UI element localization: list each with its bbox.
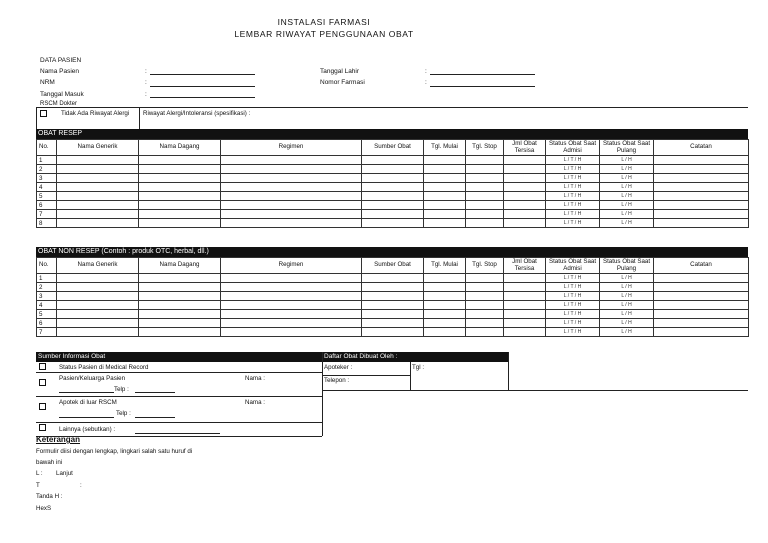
resep-cell[interactable] <box>362 165 424 174</box>
status-pulang-cell[interactable]: L / H <box>600 283 654 292</box>
resep-cell[interactable] <box>424 174 466 183</box>
resep-cell[interactable] <box>654 210 749 219</box>
allergy-divider <box>139 107 140 129</box>
table-row <box>37 201 749 210</box>
col-status-pulang: Status Obat Saat Pulang <box>600 258 654 274</box>
resep-cell[interactable] <box>504 156 546 165</box>
apotek-underline[interactable] <box>59 417 114 418</box>
tgl-masuk-label: Tanggal Masuk <box>40 91 84 98</box>
resep-cell[interactable] <box>504 201 546 210</box>
colon: : <box>425 79 427 86</box>
apotek-telp-field[interactable] <box>135 417 175 418</box>
table-row <box>37 210 749 219</box>
keluarga-telp-field[interactable] <box>135 392 175 393</box>
resep-cell[interactable] <box>221 192 362 201</box>
resep-cell[interactable] <box>221 210 362 219</box>
keterangan-line2: bawah ini <box>36 459 63 466</box>
non-resep-cell[interactable] <box>362 274 424 283</box>
resep-cell[interactable] <box>504 165 546 174</box>
row-number: 3 <box>37 174 57 183</box>
non-resep-cell[interactable] <box>466 328 504 337</box>
status-pulang-cell[interactable]: L / H <box>600 165 654 174</box>
col-nama-dagang: Nama Dagang <box>139 140 221 156</box>
legend-l-val: Lanjut <box>56 470 73 477</box>
colon: : <box>425 68 427 75</box>
resep-cell[interactable] <box>424 183 466 192</box>
resep-cell[interactable] <box>466 174 504 183</box>
non-resep-cell[interactable] <box>362 319 424 328</box>
table-row <box>37 283 749 292</box>
tgl-lahir-field[interactable] <box>430 74 535 75</box>
sources-divider <box>322 352 323 436</box>
table-row <box>37 174 749 183</box>
status-pulang-cell[interactable]: L / H <box>600 183 654 192</box>
allergy-top-border <box>36 107 748 108</box>
resep-cell[interactable] <box>424 156 466 165</box>
col-regimen: Regimen <box>221 140 362 156</box>
non-resep-cell[interactable] <box>362 301 424 310</box>
status-label: Status Pasien di Medical Record <box>59 364 149 371</box>
resep-cell[interactable] <box>221 174 362 183</box>
resep-cell[interactable] <box>466 183 504 192</box>
resep-cell[interactable] <box>424 219 466 228</box>
keluarga-telp-label: Telp : <box>114 386 129 393</box>
non-resep-cell[interactable] <box>57 319 139 328</box>
table-row <box>37 301 749 310</box>
nama-label: Nama Pasien <box>40 68 80 75</box>
col-sumber-obat: Sumber Obat <box>362 258 424 274</box>
tgl-lahir-label: Tanggal Lahir <box>320 68 360 75</box>
resep-cell[interactable] <box>466 219 504 228</box>
resep-cell[interactable] <box>57 156 139 165</box>
apoteker-label: Apoteker : <box>324 364 353 371</box>
resep-cell[interactable] <box>57 201 139 210</box>
telepon-label: Telepon : <box>324 377 350 384</box>
status-pulang-cell[interactable]: L / H <box>600 156 654 165</box>
non-resep-cell[interactable] <box>57 292 139 301</box>
non-resep-cell[interactable] <box>466 301 504 310</box>
resep-cell[interactable] <box>362 183 424 192</box>
resep-cell[interactable] <box>139 174 221 183</box>
resep-cell[interactable] <box>504 183 546 192</box>
row-number: 2 <box>37 165 57 174</box>
resep-cell[interactable] <box>654 192 749 201</box>
non-resep-cell[interactable] <box>57 283 139 292</box>
resep-cell[interactable] <box>362 192 424 201</box>
resep-cell[interactable] <box>654 165 749 174</box>
status-admisi-cell[interactable]: L / T / H <box>546 174 600 183</box>
lainnya-checkbox[interactable] <box>39 424 46 431</box>
col-nama-dagang: Nama Dagang <box>139 258 221 274</box>
obat-non-resep-bar: OBAT NON RESEP (Contoh : produk OTC, herbal, dll.) <box>36 247 748 257</box>
col-nama-generik: Nama Generik <box>57 140 139 156</box>
resep-cell[interactable] <box>57 165 139 174</box>
non-resep-cell[interactable] <box>424 301 466 310</box>
non-resep-cell[interactable] <box>424 292 466 301</box>
title-instalasi: INSTALASI FARMASI <box>277 17 371 27</box>
verifier-divider <box>410 362 411 390</box>
row-number: 1 <box>37 274 57 283</box>
apotek-nama-label: Nama : <box>245 399 265 406</box>
legend-t-key: T <box>36 482 40 489</box>
row-number: 4 <box>37 301 57 310</box>
col-status-admisi: Status Obat Saat Admisi <box>546 140 600 156</box>
tgl-masuk-field[interactable] <box>150 97 255 98</box>
keterangan-line1: Formulir diisi dengan lengkap, lingkari salah satu huruf di <box>36 448 193 455</box>
col-status-admisi: Status Obat Saat Admisi <box>546 258 600 274</box>
verifier-line <box>322 375 410 376</box>
non-resep-cell[interactable] <box>504 310 546 319</box>
non-resep-cell[interactable] <box>139 274 221 283</box>
col-tgl-stop: Tgl. Stop <box>466 258 504 274</box>
col-nama-generik: Nama Generik <box>57 258 139 274</box>
non-resep-cell[interactable] <box>57 328 139 337</box>
resep-cell[interactable] <box>139 219 221 228</box>
resep-cell[interactable] <box>221 183 362 192</box>
resep-cell[interactable] <box>139 183 221 192</box>
col-sumber-obat: Sumber Obat <box>362 140 424 156</box>
status-admisi-cell[interactable]: L / T / H <box>546 165 600 174</box>
resep-cell[interactable] <box>221 219 362 228</box>
non-resep-cell[interactable] <box>466 310 504 319</box>
non-resep-cell[interactable] <box>654 292 749 301</box>
resep-cell[interactable] <box>654 183 749 192</box>
resep-cell[interactable] <box>504 192 546 201</box>
col-tgl-stop: Tgl. Stop <box>466 140 504 156</box>
obat-non-resep-table <box>36 257 749 337</box>
table-row <box>37 328 749 337</box>
resep-cell[interactable] <box>221 156 362 165</box>
obat-resep-bar: OBAT RESEP <box>36 129 748 139</box>
non-resep-cell[interactable] <box>221 301 362 310</box>
keluarga-underline[interactable] <box>59 392 114 393</box>
non-resep-cell[interactable] <box>221 283 362 292</box>
status-pulang-cell[interactable]: L / H <box>600 219 654 228</box>
status-admisi-cell[interactable]: L / T / H <box>546 283 600 292</box>
resep-cell[interactable] <box>424 165 466 174</box>
legend-t-val: : <box>80 482 82 489</box>
dibuat-oleh-bar: Daftar Obat Dibuat Oleh : <box>322 352 508 362</box>
row-number: 1 <box>37 156 57 165</box>
row-number: 7 <box>37 328 57 337</box>
resep-cell[interactable] <box>424 210 466 219</box>
resep-cell[interactable] <box>466 156 504 165</box>
apotek-telp-label: Telp : <box>116 410 131 417</box>
col-catatan: Catatan <box>654 140 749 156</box>
resep-cell[interactable] <box>139 156 221 165</box>
keterangan-title: Keterangan <box>36 435 81 444</box>
tgl-divider <box>508 352 509 390</box>
status-admisi-cell[interactable]: L / T / H <box>546 210 600 219</box>
table-row <box>37 192 749 201</box>
allergy-left-border <box>36 107 37 129</box>
resep-cell[interactable] <box>57 210 139 219</box>
row-number: 2 <box>37 283 57 292</box>
non-resep-cell[interactable] <box>221 274 362 283</box>
row-number: 3 <box>37 292 57 301</box>
status-admisi-cell[interactable]: L / T / H <box>546 156 600 165</box>
status-admisi-cell[interactable]: L / T / H <box>546 292 600 301</box>
col-no: No. <box>37 258 57 274</box>
non-resep-cell[interactable] <box>362 283 424 292</box>
colon: : <box>145 91 147 98</box>
resep-cell[interactable] <box>57 219 139 228</box>
resep-cell[interactable] <box>362 156 424 165</box>
col-tgl-mulai: Tgl. Mulai <box>424 140 466 156</box>
resep-cell[interactable] <box>466 165 504 174</box>
resep-cell[interactable] <box>424 201 466 210</box>
resep-cell[interactable] <box>466 192 504 201</box>
non-resep-cell[interactable] <box>424 319 466 328</box>
header-row <box>37 258 749 274</box>
col-jml-obat: Jml Obat Tersisa <box>504 140 546 156</box>
apotek-checkbox[interactable] <box>39 403 46 410</box>
non-resep-cell[interactable] <box>57 274 139 283</box>
resep-cell[interactable] <box>654 174 749 183</box>
colon: : <box>145 68 147 75</box>
row-number: 8 <box>37 219 57 228</box>
status-admisi-cell[interactable]: L / T / H <box>546 328 600 337</box>
non-resep-cell[interactable] <box>504 292 546 301</box>
row-number: 7 <box>37 210 57 219</box>
row-number: 5 <box>37 310 57 319</box>
non-resep-cell[interactable] <box>362 292 424 301</box>
colon: : <box>145 79 147 86</box>
lainnya-label: Lainnya (sebutkan) : <box>59 426 116 433</box>
non-resep-cell[interactable] <box>654 301 749 310</box>
status-admisi-cell[interactable]: L / T / H <box>546 301 600 310</box>
table-row <box>37 219 749 228</box>
non-resep-cell[interactable] <box>424 283 466 292</box>
non-resep-cell[interactable] <box>424 310 466 319</box>
status-pulang-cell[interactable]: L / H <box>600 301 654 310</box>
status-pulang-cell[interactable]: L / H <box>600 292 654 301</box>
keluarga-label: Pasien/Keluarga Pasien <box>59 375 126 382</box>
status-pulang-cell[interactable]: L / H <box>600 274 654 283</box>
resep-cell[interactable] <box>654 201 749 210</box>
non-resep-cell[interactable] <box>466 283 504 292</box>
non-resep-cell[interactable] <box>139 283 221 292</box>
non-resep-cell[interactable] <box>139 301 221 310</box>
non-resep-cell[interactable] <box>424 328 466 337</box>
resep-cell[interactable] <box>504 219 546 228</box>
status-admisi-cell[interactable]: L / T / H <box>546 219 600 228</box>
nrm-field[interactable] <box>150 86 255 87</box>
non-resep-cell[interactable] <box>504 301 546 310</box>
table-row <box>37 165 749 174</box>
status-admisi-cell[interactable]: L / T / H <box>546 201 600 210</box>
non-resep-cell[interactable] <box>466 274 504 283</box>
farmasi-label: Nomor Farmasi <box>320 79 365 86</box>
resep-cell[interactable] <box>362 201 424 210</box>
resep-cell[interactable] <box>57 192 139 201</box>
sources-line <box>36 422 322 423</box>
resep-cell[interactable] <box>139 210 221 219</box>
status-admisi-cell[interactable]: L / T / H <box>546 192 600 201</box>
legend-hx: HexS <box>36 505 52 512</box>
status-pulang-cell[interactable]: L / H <box>600 210 654 219</box>
resep-cell[interactable] <box>139 192 221 201</box>
non-resep-cell[interactable] <box>654 274 749 283</box>
resep-cell[interactable] <box>504 210 546 219</box>
non-resep-cell[interactable] <box>221 310 362 319</box>
table-row <box>37 183 749 192</box>
non-resep-cell[interactable] <box>654 319 749 328</box>
status-pulang-cell[interactable]: L / H <box>600 319 654 328</box>
apotek-label: Apotek di luar RSCM <box>59 399 117 406</box>
resep-cell[interactable] <box>57 183 139 192</box>
status-admisi-cell[interactable]: L / T / H <box>546 310 600 319</box>
tidak-ada-alergi-checkbox[interactable] <box>40 110 47 117</box>
status-admisi-cell[interactable]: L / T / H <box>546 319 600 328</box>
col-tgl-mulai: Tgl. Mulai <box>424 258 466 274</box>
non-resep-cell[interactable] <box>504 319 546 328</box>
non-resep-cell[interactable] <box>424 274 466 283</box>
non-resep-cell[interactable] <box>654 328 749 337</box>
verifier-bottom <box>322 390 748 391</box>
legend-l-key: L : <box>36 470 43 477</box>
non-resep-cell[interactable] <box>57 301 139 310</box>
resep-cell[interactable] <box>139 165 221 174</box>
resep-cell[interactable] <box>362 174 424 183</box>
table-row <box>37 274 749 283</box>
non-resep-cell[interactable] <box>654 310 749 319</box>
non-resep-cell[interactable] <box>221 319 362 328</box>
resep-cell[interactable] <box>466 201 504 210</box>
row-number: 5 <box>37 192 57 201</box>
non-resep-cell[interactable] <box>466 292 504 301</box>
non-resep-cell[interactable] <box>504 328 546 337</box>
title-lembar: LEMBAR RIWAYAT PENGGUNAAN OBAT <box>234 29 414 39</box>
status-pulang-cell[interactable]: L / H <box>600 201 654 210</box>
keluarga-nama-label: Nama : <box>245 375 265 382</box>
rscm-label: RSCM Dokter <box>40 101 78 107</box>
row-number: 6 <box>37 201 57 210</box>
col-jml-obat: Jml Obat Tersisa <box>504 258 546 274</box>
non-resep-cell[interactable] <box>139 310 221 319</box>
col-catatan: Catatan <box>654 258 749 274</box>
resep-cell[interactable] <box>424 192 466 201</box>
sumber-informasi-bar: Sumber Informasi Obat <box>36 352 322 362</box>
non-resep-cell[interactable] <box>654 283 749 292</box>
status-pulang-cell[interactable]: L / H <box>600 310 654 319</box>
col-regimen: Regimen <box>221 258 362 274</box>
resep-cell[interactable] <box>362 219 424 228</box>
non-resep-cell[interactable] <box>362 328 424 337</box>
resep-cell[interactable] <box>221 201 362 210</box>
resep-cell[interactable] <box>654 219 749 228</box>
resep-cell[interactable] <box>466 210 504 219</box>
table-row <box>37 310 749 319</box>
resep-cell[interactable] <box>654 156 749 165</box>
non-resep-cell[interactable] <box>57 310 139 319</box>
non-resep-cell[interactable] <box>139 328 221 337</box>
nama-field[interactable] <box>150 74 255 75</box>
non-resep-cell[interactable] <box>504 274 546 283</box>
resep-cell[interactable] <box>139 201 221 210</box>
sources-line <box>36 396 322 397</box>
resep-cell[interactable] <box>362 210 424 219</box>
resep-cell[interactable] <box>504 174 546 183</box>
non-resep-cell[interactable] <box>362 310 424 319</box>
nrm-label: NRM <box>40 79 55 86</box>
row-number: 6 <box>37 319 57 328</box>
status-admisi-cell[interactable]: L / T / H <box>546 183 600 192</box>
row-number: 4 <box>37 183 57 192</box>
table-row <box>37 319 749 328</box>
tidak-ada-alergi-label: Tidak Ada Riwayat Alergi <box>61 110 130 117</box>
table-row <box>37 156 749 165</box>
col-status-pulang: Status Obat Saat Pulang <box>600 140 654 156</box>
status-admisi-cell[interactable]: L / T / H <box>546 274 600 283</box>
non-resep-cell[interactable] <box>504 283 546 292</box>
status-pulang-cell[interactable]: L / H <box>600 192 654 201</box>
non-resep-cell[interactable] <box>139 319 221 328</box>
obat-resep-table <box>36 139 749 228</box>
sources-line <box>36 372 322 373</box>
status-pulang-cell[interactable]: L / H <box>600 174 654 183</box>
non-resep-cell[interactable] <box>139 292 221 301</box>
farmasi-field[interactable] <box>430 86 535 87</box>
tgl-label: Tgl : <box>412 364 425 371</box>
table-row <box>37 292 749 301</box>
lainnya-field[interactable] <box>135 433 220 434</box>
non-resep-cell[interactable] <box>221 328 362 337</box>
status-checkbox[interactable] <box>39 363 46 370</box>
non-resep-cell[interactable] <box>221 292 362 301</box>
resep-cell[interactable] <box>221 165 362 174</box>
col-no: No. <box>37 140 57 156</box>
header-row <box>37 140 749 156</box>
riwayat-alergi-label: Riwayat Alergi/Intoleransi (spesifikasi) : <box>143 110 251 117</box>
resep-cell[interactable] <box>57 174 139 183</box>
data-pasien-label: DATA PASIEN <box>40 57 82 64</box>
non-resep-cell[interactable] <box>466 319 504 328</box>
keluarga-checkbox[interactable] <box>39 379 46 386</box>
status-pulang-cell[interactable]: L / H <box>600 328 654 337</box>
legend-h: Tanda H : <box>36 493 63 500</box>
